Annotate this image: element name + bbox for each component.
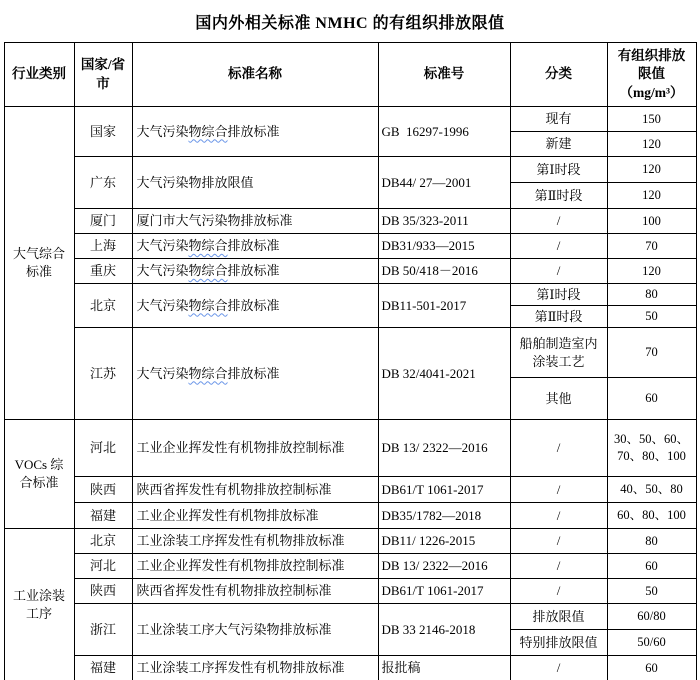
class-cell: 其他 (510, 378, 607, 420)
standard-name-text: 工业涂装工序大气污染物排放标准 (136, 621, 332, 637)
limit-cell: 80 (607, 284, 696, 306)
standard-name-text: 排放标准 (227, 123, 280, 139)
table-row (4, 259, 696, 284)
header-standard-number: 标准号 (378, 43, 510, 107)
industry-category-cell: 大气综合标准 (4, 107, 74, 420)
class-cell: 船舶制造室内涂装工艺 (510, 328, 607, 378)
standard-name-text: 大气污染物排放限值 (136, 174, 254, 190)
standard-number-cell: GB 16297-1996 (378, 107, 510, 157)
limit-cell: 50 (607, 306, 696, 328)
standard-name-cell (132, 604, 378, 656)
limit-cell: 80 (607, 529, 696, 554)
standard-number-cell: DB 13/ 2322—2016 (378, 554, 510, 579)
header-industry: 行业类别 (4, 43, 74, 107)
limit-cell: 120 (607, 157, 696, 183)
standard-name-text: 厦门市大气污染物排放标准 (136, 213, 293, 229)
header-limit-line2: 限值 (638, 66, 665, 82)
standard-name-text: 陕西省挥发性有机物排放控制标准 (136, 583, 332, 599)
region-cell: 北京 (74, 284, 132, 328)
header-region: 国家/省市 (74, 43, 132, 107)
standard-name-cell (132, 554, 378, 579)
table-row (4, 477, 696, 503)
limit-cell: 60/80 (607, 604, 696, 630)
standard-number-cell: DB61/T 1061-2017 (378, 579, 510, 604)
standard-name-cell (132, 503, 378, 529)
standard-name-cell (132, 579, 378, 604)
standard-number-cell: DB11/ 1226-2015 (378, 529, 510, 554)
standard-number-cell: DB 50/418－2016 (378, 259, 510, 284)
standard-name-text: 排放标准 (227, 263, 280, 279)
standard-name-cell (132, 656, 378, 680)
table-row (4, 604, 696, 630)
spellcheck-squiggle-text: 物综合 (188, 297, 228, 313)
region-cell: 陕西 (74, 579, 132, 604)
table-row (4, 284, 696, 306)
class-cell: / (510, 477, 607, 503)
header-limit (607, 43, 696, 107)
standard-name-cell (132, 328, 378, 420)
standard-name-text: 工业企业挥发性有机物排放控制标准 (136, 440, 345, 456)
limit-cell: 120 (607, 259, 696, 284)
spellcheck-squiggle-text: 物综合 (188, 123, 228, 139)
standard-number-cell: DB35/1782—2018 (378, 503, 510, 529)
limit-cell: 50 (607, 579, 696, 604)
limit-cell: 70 (607, 234, 696, 259)
standard-name-text: 大气污染 (136, 297, 189, 313)
region-cell: 福建 (74, 656, 132, 680)
standard-number-cell: DB 32/4041-2021 (378, 328, 510, 420)
standard-name-cell (132, 259, 378, 284)
class-cell: / (510, 420, 607, 477)
limit-cell: 100 (607, 209, 696, 234)
standard-name-cell (132, 234, 378, 259)
standard-name-cell (132, 107, 378, 157)
standard-name-cell (132, 477, 378, 503)
class-cell: 现有 (510, 107, 607, 132)
header-row (4, 43, 696, 107)
class-cell: 第Ⅰ时段 (510, 157, 607, 183)
region-cell: 重庆 (74, 259, 132, 284)
standard-name-cell (132, 529, 378, 554)
class-cell: / (510, 503, 607, 529)
standard-name-cell (132, 420, 378, 477)
standard-name-text: 工业涂装工序挥发性有机物排放标准 (136, 533, 345, 549)
table-row (4, 328, 696, 378)
spellcheck-squiggle-text: 物综合 (188, 238, 228, 254)
spellcheck-squiggle-text: 物综合 (188, 263, 228, 279)
standards-table (4, 42, 697, 680)
standard-name-text: 陕西省挥发性有机物排放控制标准 (136, 481, 332, 497)
standard-number-cell: DB 35/323-2011 (378, 209, 510, 234)
limit-cell: 50/60 (607, 630, 696, 656)
table-row (4, 209, 696, 234)
limit-cell: 120 (607, 183, 696, 209)
standard-name-text: 排放标准 (227, 297, 280, 313)
standard-name-text: 排放标准 (227, 238, 280, 254)
region-cell: 上海 (74, 234, 132, 259)
table-row (4, 656, 696, 680)
class-cell: 第Ⅰ时段 (510, 284, 607, 306)
standard-name-text: 工业企业挥发性有机物排放标准 (136, 507, 319, 523)
limit-cell: 70 (607, 328, 696, 378)
table-title: 国内外相关标准 NMHC 的有组织排放限值 (195, 15, 505, 32)
limit-cell: 60 (607, 378, 696, 420)
limit-cell: 60 (607, 554, 696, 579)
standard-number-cell: 报批稿 (378, 656, 510, 680)
region-cell: 河北 (74, 420, 132, 477)
class-cell: / (510, 259, 607, 284)
standard-name-text: 工业涂装工序挥发性有机物排放标准 (136, 660, 345, 676)
table-row (4, 503, 696, 529)
region-cell: 厦门 (74, 209, 132, 234)
spellcheck-squiggle-text: 物综合 (188, 365, 228, 381)
standard-name-cell (132, 284, 378, 328)
table-row (4, 157, 696, 183)
header-class: 分类 (510, 43, 607, 107)
table-row (4, 529, 696, 554)
region-cell: 北京 (74, 529, 132, 554)
limit-cell: 120 (607, 132, 696, 157)
limit-cell: 40、50、80 (607, 477, 696, 503)
header-standard-name: 标准名称 (132, 43, 378, 107)
class-cell: 第Ⅱ时段 (510, 306, 607, 328)
class-cell: / (510, 209, 607, 234)
standard-name-text: 大气污染 (136, 263, 189, 279)
standard-number-cell: DB11-501-2017 (378, 284, 510, 328)
class-cell: 新建 (510, 132, 607, 157)
table-row (4, 420, 696, 477)
header-limit-line1: 有组织排放 (617, 48, 686, 64)
class-cell: / (510, 234, 607, 259)
table-row (4, 554, 696, 579)
limit-cell: 30、50、60、70、80、100 (607, 420, 696, 477)
header-limit-unit: （mg/m³） (619, 84, 684, 100)
class-cell: / (510, 554, 607, 579)
limit-cell: 60 (607, 656, 696, 680)
table-row (4, 107, 696, 132)
standard-name-text: 工业企业挥发性有机物排放控制标准 (136, 558, 345, 574)
industry-category-cell: VOCs 综合标准 (4, 420, 74, 529)
standard-number-cell: DB31/933—2015 (378, 234, 510, 259)
standard-number-cell: DB61/T 1061-2017 (378, 477, 510, 503)
region-cell: 河北 (74, 554, 132, 579)
limit-cell: 60、80、100 (607, 503, 696, 529)
region-cell: 国家 (74, 107, 132, 157)
class-cell: / (510, 579, 607, 604)
limit-cell: 150 (607, 107, 696, 132)
standard-name-text: 大气污染 (136, 238, 189, 254)
region-cell: 江苏 (74, 328, 132, 420)
region-cell: 福建 (74, 503, 132, 529)
class-cell: 特别排放限值 (510, 630, 607, 656)
region-cell: 浙江 (74, 604, 132, 656)
table-row (4, 579, 696, 604)
standard-name-cell (132, 157, 378, 209)
standard-number-cell: DB 13/ 2322—2016 (378, 420, 510, 477)
standard-name-cell (132, 209, 378, 234)
class-cell: 排放限值 (510, 604, 607, 630)
standard-number-cell: DB44/ 27—2001 (378, 157, 510, 209)
region-cell: 陕西 (74, 477, 132, 503)
table-row (4, 234, 696, 259)
standard-name-text: 大气污染 (136, 365, 189, 381)
class-cell: / (510, 656, 607, 680)
standard-name-text: 大气污染 (136, 123, 189, 139)
class-cell: 第Ⅱ时段 (510, 183, 607, 209)
standard-number-cell: DB 33 2146-2018 (378, 604, 510, 656)
class-cell: / (510, 529, 607, 554)
region-cell: 广东 (74, 157, 132, 209)
industry-category-cell: 工业涂装工序 (4, 529, 74, 680)
standard-name-text: 排放标准 (227, 365, 280, 381)
